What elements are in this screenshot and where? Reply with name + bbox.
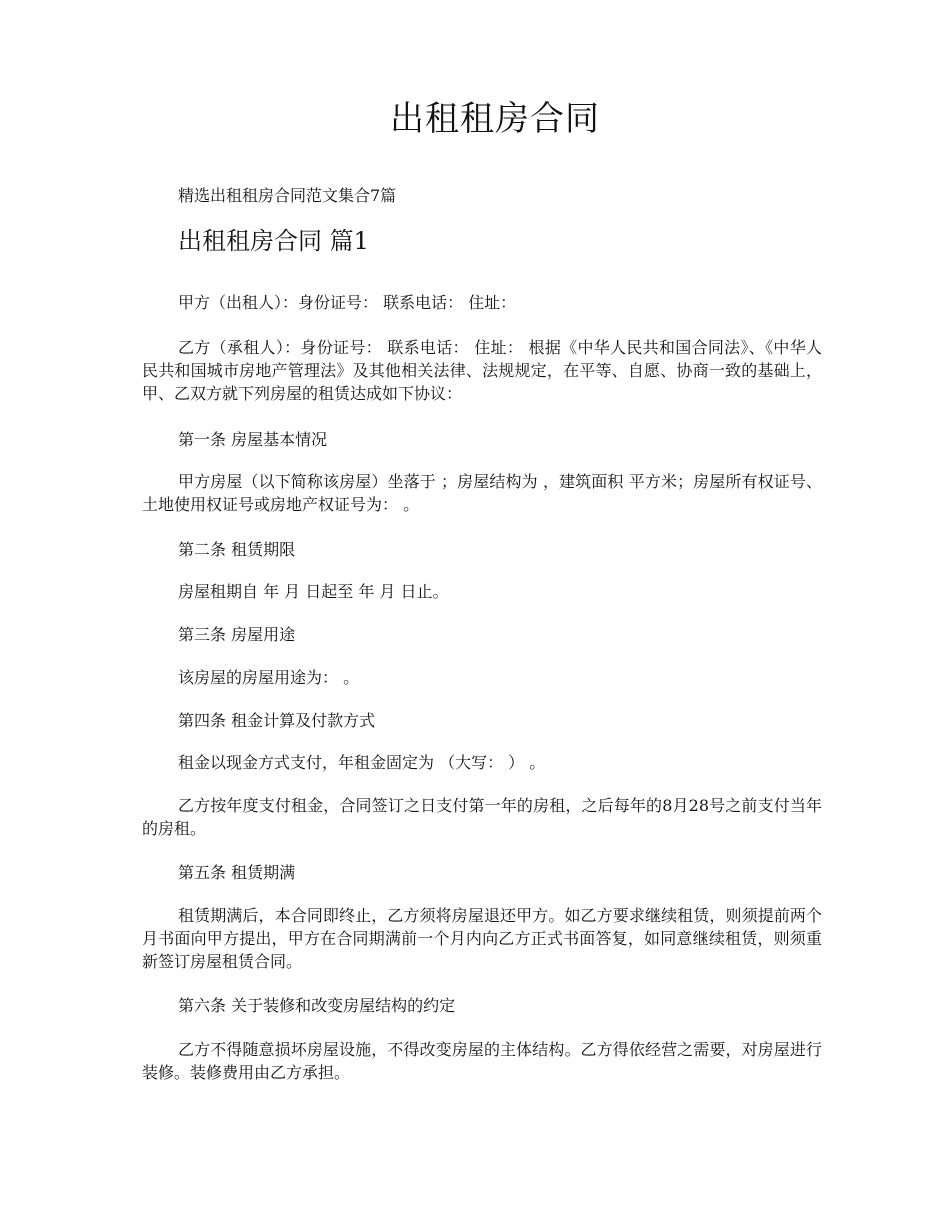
article-1-paragraph: 甲方房屋（以下简称该房屋）坐落于 ；房屋结构为 ，建筑面积 平方米；房屋所有权证号、土地使用权证号或房地产权证号为： 。	[142, 472, 822, 514]
article-1-heading: 第一条 房屋基本情况	[178, 430, 328, 449]
party-a-line: 甲方（出租人）：身份证号： 联系电话： 住址：	[178, 293, 517, 312]
article-4-heading: 第四条 租金计算及付款方式	[178, 711, 376, 730]
article-4-paragraph-1: 租金以现金方式支付，年租金固定为 （大写： ） 。	[178, 753, 546, 772]
article-5-paragraph: 租赁期满后，本合同即终止，乙方须将房屋退还甲方。如乙方要求继续租赁，则须提前两个月书面向甲方提出，甲方在合同期满前一个月内向乙方正式书面答复，如同意继续租赁，则须重新签订房屋租赁合同。	[142, 906, 822, 971]
article-2-heading: 第二条 租赁期限	[178, 540, 296, 559]
document-subtitle: 精选出租租房合同范文集合7篇	[178, 186, 397, 205]
article-3-heading: 第三条 房屋用途	[178, 625, 296, 644]
article-3-paragraph: 该房屋的房屋用途为： 。	[178, 668, 360, 687]
article-5-heading: 第五条 租赁期满	[178, 863, 296, 882]
article-6-heading: 第六条 关于装修和改变房屋结构的约定	[178, 996, 456, 1015]
party-b-paragraph: 乙方（承租人）：身份证号： 联系电话： 住址： 根据《中华人民共和国合同法》、《中华人民共和国城市房地产管理法》及其他相关法律、法规规定，在平等、自愿、协商一致的基础上，甲、乙双方就下列房屋的租赁达成如下协议：	[142, 338, 822, 403]
section-heading: 出租租房合同 篇1	[178, 227, 369, 255]
article-2-paragraph: 房屋租期自 年 月 日起至 年 月 日止。	[178, 582, 449, 601]
article-6-paragraph: 乙方不得随意损坏房屋设施，不得改变房屋的主体结构。乙方得依经营之需要，对房屋进行装修。装修费用由乙方承担。	[142, 1040, 822, 1082]
article-4-paragraph-2: 乙方按年度支付租金，合同签订之日支付第一年的房租，之后每年的8月28号之前支付当年的房租。	[142, 796, 822, 838]
document-title: 出租租房合同	[390, 99, 600, 139]
